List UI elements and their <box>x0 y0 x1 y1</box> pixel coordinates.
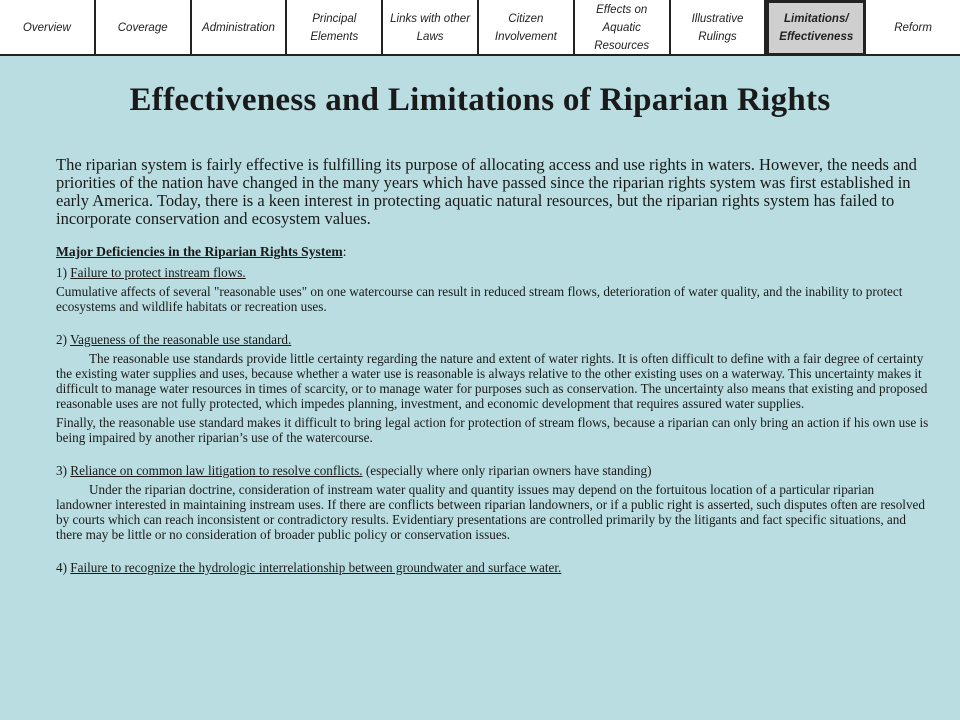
item-title: Vagueness of the reasonable use standard. <box>70 332 292 347</box>
deficiencies-heading <box>56 244 930 260</box>
page-title: Effectiveness and Limitations of Riparian Rights <box>129 82 831 118</box>
intro-paragraph: The riparian system is fairly effective is fulfilling its purpose of allocating access and use rights in waters. However, the needs and priorities of the nation have changed in the many years which have passed since the riparian rights system was first established in early America. Today, there is a keen interest in protecting aquatic natural resources, but the riparian rights system has failed to incorporate conservation and ecosystem values. <box>56 155 917 228</box>
tab-reform[interactable] <box>866 0 960 56</box>
tab-label: Overview <box>22 22 71 34</box>
tab-label: Principal Elements <box>310 13 359 43</box>
deficiency-item-3-title <box>56 463 930 478</box>
item-number: 4) <box>56 560 67 575</box>
tab-administration[interactable] <box>192 0 288 56</box>
deficiency-item-3-paragraph: Under the riparian doctrine, consideration of instream water quality and quantity issues may depend on the fortuitous location of a particular riparian landowner interested in maintaining instream uses. If there are conflicts between riparian landowners, or if a public right is asserted, such disputes often are resolved by courts which can reach inconsistent or contradictory results. Evidentiary presentations are controlled primarily by the litigants and fact specific situations, and there may be little or no consideration of broader public policy or conservation issues. <box>56 482 925 542</box>
deficiency-item-1-title <box>56 265 930 280</box>
tab-label: Administration <box>202 22 275 34</box>
deficiency-item-2-paragraph-1: The reasonable use standards provide little certainty regarding the nature and extent of water rights. It is often difficult to define with a fair degree of certainty the existing water supplies and uses, because whether a water use is reasonable is always relative to the other existing uses on a waterway. This uncertainty makes it difficult to manage water resources in times of scarcity, or to manage water for purposes such as conservation. The uncertainty also means that existing and proposed reasonable uses are not fully protected, which impedes planning, investment, and economic development that requires assured water supplies. <box>56 351 928 411</box>
item-number: 1) <box>56 265 67 280</box>
tab-label: Coverage <box>117 22 168 34</box>
deficiencies-heading-colon: : <box>342 244 347 259</box>
tab-illustrative-rulings[interactable] <box>671 0 767 56</box>
tab-principal-elements[interactable] <box>287 0 383 56</box>
main-content <box>56 156 930 579</box>
deficiency-item-2-title <box>56 332 930 347</box>
item-title: Failure to protect instream flows. <box>70 265 246 280</box>
tab-label: Citizen Involvement <box>494 13 557 43</box>
tab-label: Illustrative Rulings <box>691 13 744 43</box>
tab-links-with-other-laws[interactable] <box>383 0 479 56</box>
tab-effects-on-aquatic-resources[interactable] <box>575 0 671 56</box>
tab-label: Effects on Aquatic Resources <box>594 4 650 52</box>
item-title: Reliance on common law litigation to resolve conflicts. <box>70 463 363 478</box>
tab-label: Reform <box>894 22 932 34</box>
item-number: 3) <box>56 463 67 478</box>
deficiency-item-2-paragraph-2: Finally, the reasonable use standard makes it difficult to bring legal action for protection of stream flows, because a riparian can only bring an action if his own use is being impaired by another riparian’s use of the watercourse. <box>56 415 929 445</box>
deficiency-item-4-title <box>56 560 930 575</box>
item-title: Failure to recognize the hydrologic interrelationship between groundwater and surface water. <box>70 560 562 575</box>
tab-citizen-involvement[interactable] <box>479 0 575 56</box>
deficiencies-heading-text: Major Deficiencies in the Riparian Rights System <box>56 244 343 259</box>
tab-overview[interactable] <box>0 0 96 56</box>
tab-coverage[interactable] <box>96 0 192 56</box>
tab-limitations-effectiveness[interactable] <box>766 0 866 56</box>
deficiency-item-1-paragraph: Cumulative affects of several "reasonable uses" on one watercourse can result in reduced stream flows, deterioration of water quality, and the inability to protect ecosystems and wildlife habitats or recreation uses. <box>56 284 903 314</box>
item-note: (especially where only riparian owners have standing) <box>365 463 652 478</box>
tab-label: Limitations/ Effectiveness <box>779 13 854 43</box>
tab-label: Links with other Laws <box>390 13 471 43</box>
item-number: 2) <box>56 332 67 347</box>
top-navigation <box>0 0 960 56</box>
